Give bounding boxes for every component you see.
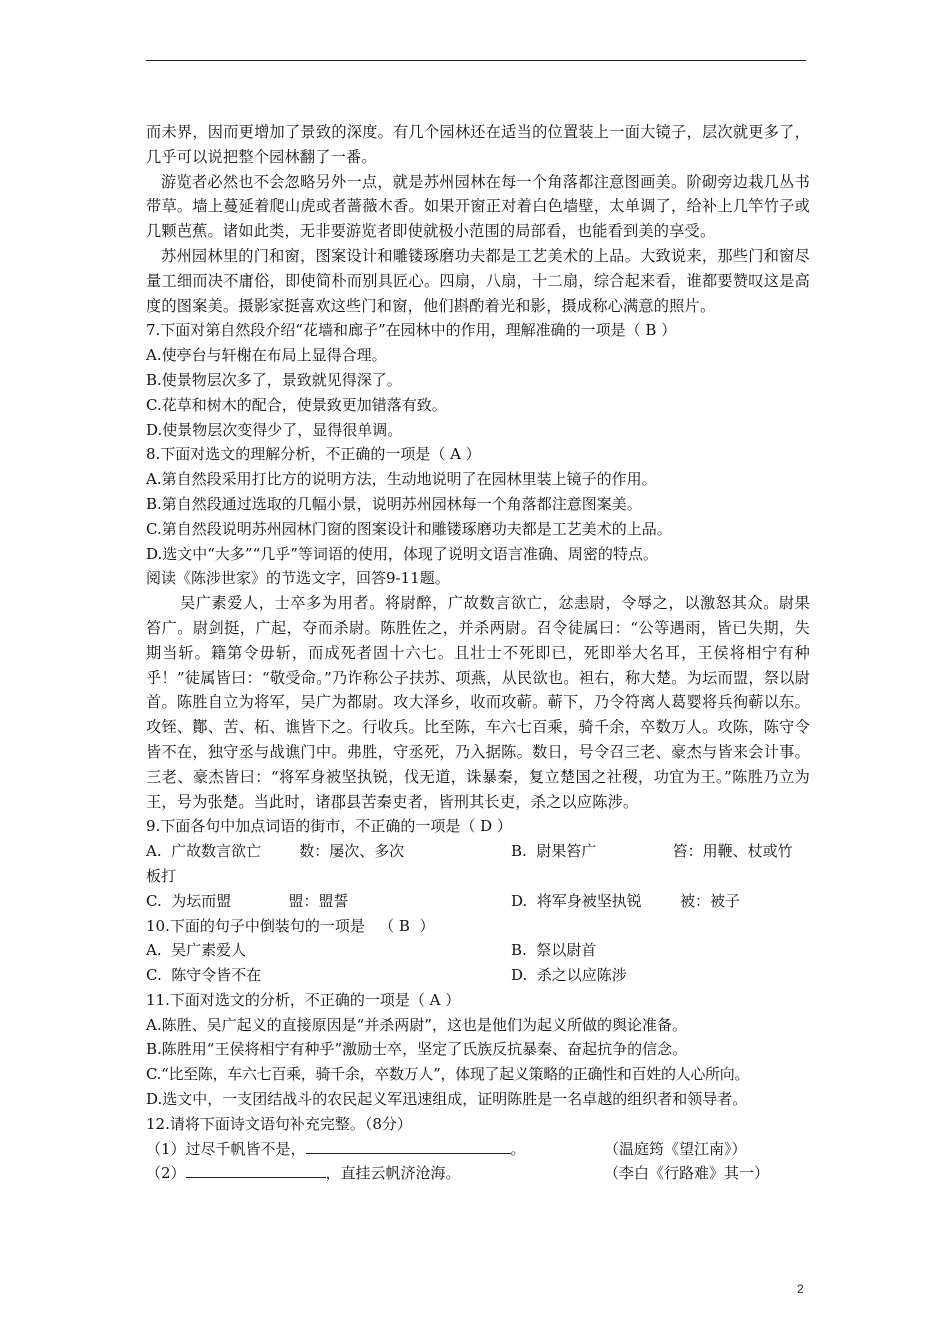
q10-option-d: D. 杀之以应陈涉 [511,966,627,985]
q8-option-d: D.选文中“大多”“几乎”等词语的使用，体现了说明文语言准确、周密的特点。 [146,544,658,563]
q7-option-a: A.使亭台与轩榭在布局上显得合理。 [146,346,387,365]
q12-line-2-source: （李白《行路难》其一） [604,1164,770,1183]
q12-line-2-end: ，直挂云帆济沧海。 [325,1164,461,1183]
q11-option-d: D.选文中，一支团结战斗的农民起义军迅速组成，证明陈胜是一名卓越的组织者和领导者。 [146,1090,748,1109]
passage-paragraph-3: 苏州园林里的门和窗，图案设计和雕镂琢磨功夫都是工艺美术的上品。大致说来，那些门和窗尽量工细而决不庸俗，即使简朴而别具匠心。四扇，八扇，十二扇，综合起来看，谁都要赞叹这是高度的图案美。摄影家挺喜欢这些门和窗，他们斟酌着光和影，摄成称心满意的照片。 [146,246,810,315]
q10-option-b: B. 祭以尉首 [511,941,597,960]
q8-option-b: B.第自然段通过选取的几幅小景，说明苏州园林每一个角落都注意图案美。 [146,494,642,513]
question-8-stem: 8.下面对选文的理解分析，不正确的一项是（ A ） [146,445,481,464]
q9-option-d: D. 将军身被坚执锐 被：被子 [511,891,740,910]
q9-row-cd [146,889,810,914]
q10-option-a: A. 吴广素爱人 [146,941,247,960]
header-rule [146,60,806,61]
q7-option-c: C.花草和树木的配合，使景致更加错落有致。 [146,395,447,414]
document-body [146,120,810,1186]
q12-line-1-text: （1）过尽千帆皆不是， [146,1139,306,1158]
q12-line-2 [146,1161,810,1186]
q12-blank-2[interactable] [186,1162,326,1178]
q8-option-c: C.第自然段说明苏州园林门窗的图案设计和雕镂琢磨功夫都是工艺美术的上品。 [146,519,672,538]
question-7-stem: 7.下面对第自然段介绍“花墙和廊子”在园林中的作用，理解准确的一项是（ B ） [146,321,677,340]
q11-option-a: A.陈胜、吴广起义的直接原因是“并杀两尉”，这也是他们为起义所做的舆论准备。 [146,1015,687,1034]
passage-paragraph-2: 游览者必然也不会忽略另外一点，就是苏州园林在每一个角落都注意图画美。阶砌旁边栽几丛书带草。墙上蔓延着爬山虎或者蔷薇木香。如果开窗正对着白色墙壁，太单调了，给补上几竿竹子或几颗芭蕉。诸如此类，无非要游览者即使就极小范围的局部看，也能看到美的享受。 [146,172,810,241]
page-number: 2 [797,1282,804,1296]
question-10-stem: 10.下面的句子中倒装句的一项是 （ B ） [146,916,435,935]
q12-line-1 [146,1137,810,1162]
question-11-stem: 11.下面对选文的分析，不正确的一项是（ A ） [146,990,461,1009]
q10-row-cd [146,963,810,988]
q7-option-b: B.使景物层次多了，景致就见得深了。 [146,370,402,389]
q9-option-a: A. 广故数言欲亡 数：屡次、多次 [146,842,405,861]
q9-option-b-continued: 板打 [146,866,177,885]
q12-line-1-end: 。 [510,1139,526,1158]
classical-passage: 吴广素爱人，士卒多为用者。将尉醉，广故数言欲亡，忿恚尉，令辱之，以激怒其众。尉果笞广。尉剑挺，广起，夺而杀尉。陈胜佐之，并杀两尉。召令徒属曰：“公等遇雨，皆已失期，失期当斩。籍第令毋斩，而成死者固十六七。且壮士不死即已，死即举大名耳，王侯将相宁有种乎！”徒属皆曰：“敬受命。”乃诈称公子扶苏、项燕，从民欲也。袒右，称大楚。为坛而盟，祭以尉首。陈胜自立为将军，吴广为都尉。攻大泽乡，收而攻蕲。蕲下，乃令符离人葛婴将兵徇蕲以东。攻铚、酇、苦、柘、谯皆下之。行收兵。比至陈，车六七百乘，骑千余，卒数万人。攻陈，陈守令皆不在，独守丞与战谯门中。弗胜，守丞死，乃入据陈。数日，号令召三老、豪杰与皆来会计事。三老、豪杰皆曰：“将军身被坚执锐，伐无道，诛暴秦，复立楚国之社稷，功宜为王。”陈胜乃立为王，号为张楚。当此时，诸郡县苦秦吏者，皆刑其长吏，杀之以应陈涉。 [146,594,810,811]
passage-paragraph-continued: 而未界，因而更增加了景致的深度。有几个园林还在适当的位置装上一面大镜子，层次就更多了，几乎可以说把整个园林翻了一番。 [146,123,810,166]
q12-line-1-source: （温庭筠《望江南》） [604,1139,747,1158]
q10-option-c: C. 陈守令皆不在 [146,966,262,985]
question-9-stem: 9.下面各句中加点词语的街市，不正确的一项是（ D ） [146,817,512,836]
q10-row-ab [146,938,810,963]
q12-line-2-text: （2） [146,1164,186,1183]
q11-option-c: C.“比至陈，车六七百乘，骑千余，卒数万人”，体现了起义策略的正确性和百姓的人心所向。 [146,1065,750,1084]
reading-intro: 阅读《陈涉世家》的节选文字，回答9-11题。 [146,569,450,588]
q8-option-a: A.第自然段采用打比方的说明方法，生动地说明了在园林里装上镜子的作用。 [146,470,657,489]
q12-blank-1[interactable] [306,1138,511,1154]
q9-option-c: C. 为坛而盟 盟：盟誓 [146,891,349,910]
q11-option-b: B.陈胜用“王侯将相宁有种乎”激励士卒，坚定了氏族反抗暴秦、奋起抗争的信念。 [146,1040,688,1059]
question-12-stem: 12.请将下面诗文语句补充完整。（8分） [146,1114,412,1133]
q9-option-b: B. 尉果笞广 笞：用鞭、杖或竹 [511,842,793,861]
q9-row-ab [146,839,810,864]
q7-option-d: D.使景物层次变得少了，显得很单调。 [146,420,403,439]
